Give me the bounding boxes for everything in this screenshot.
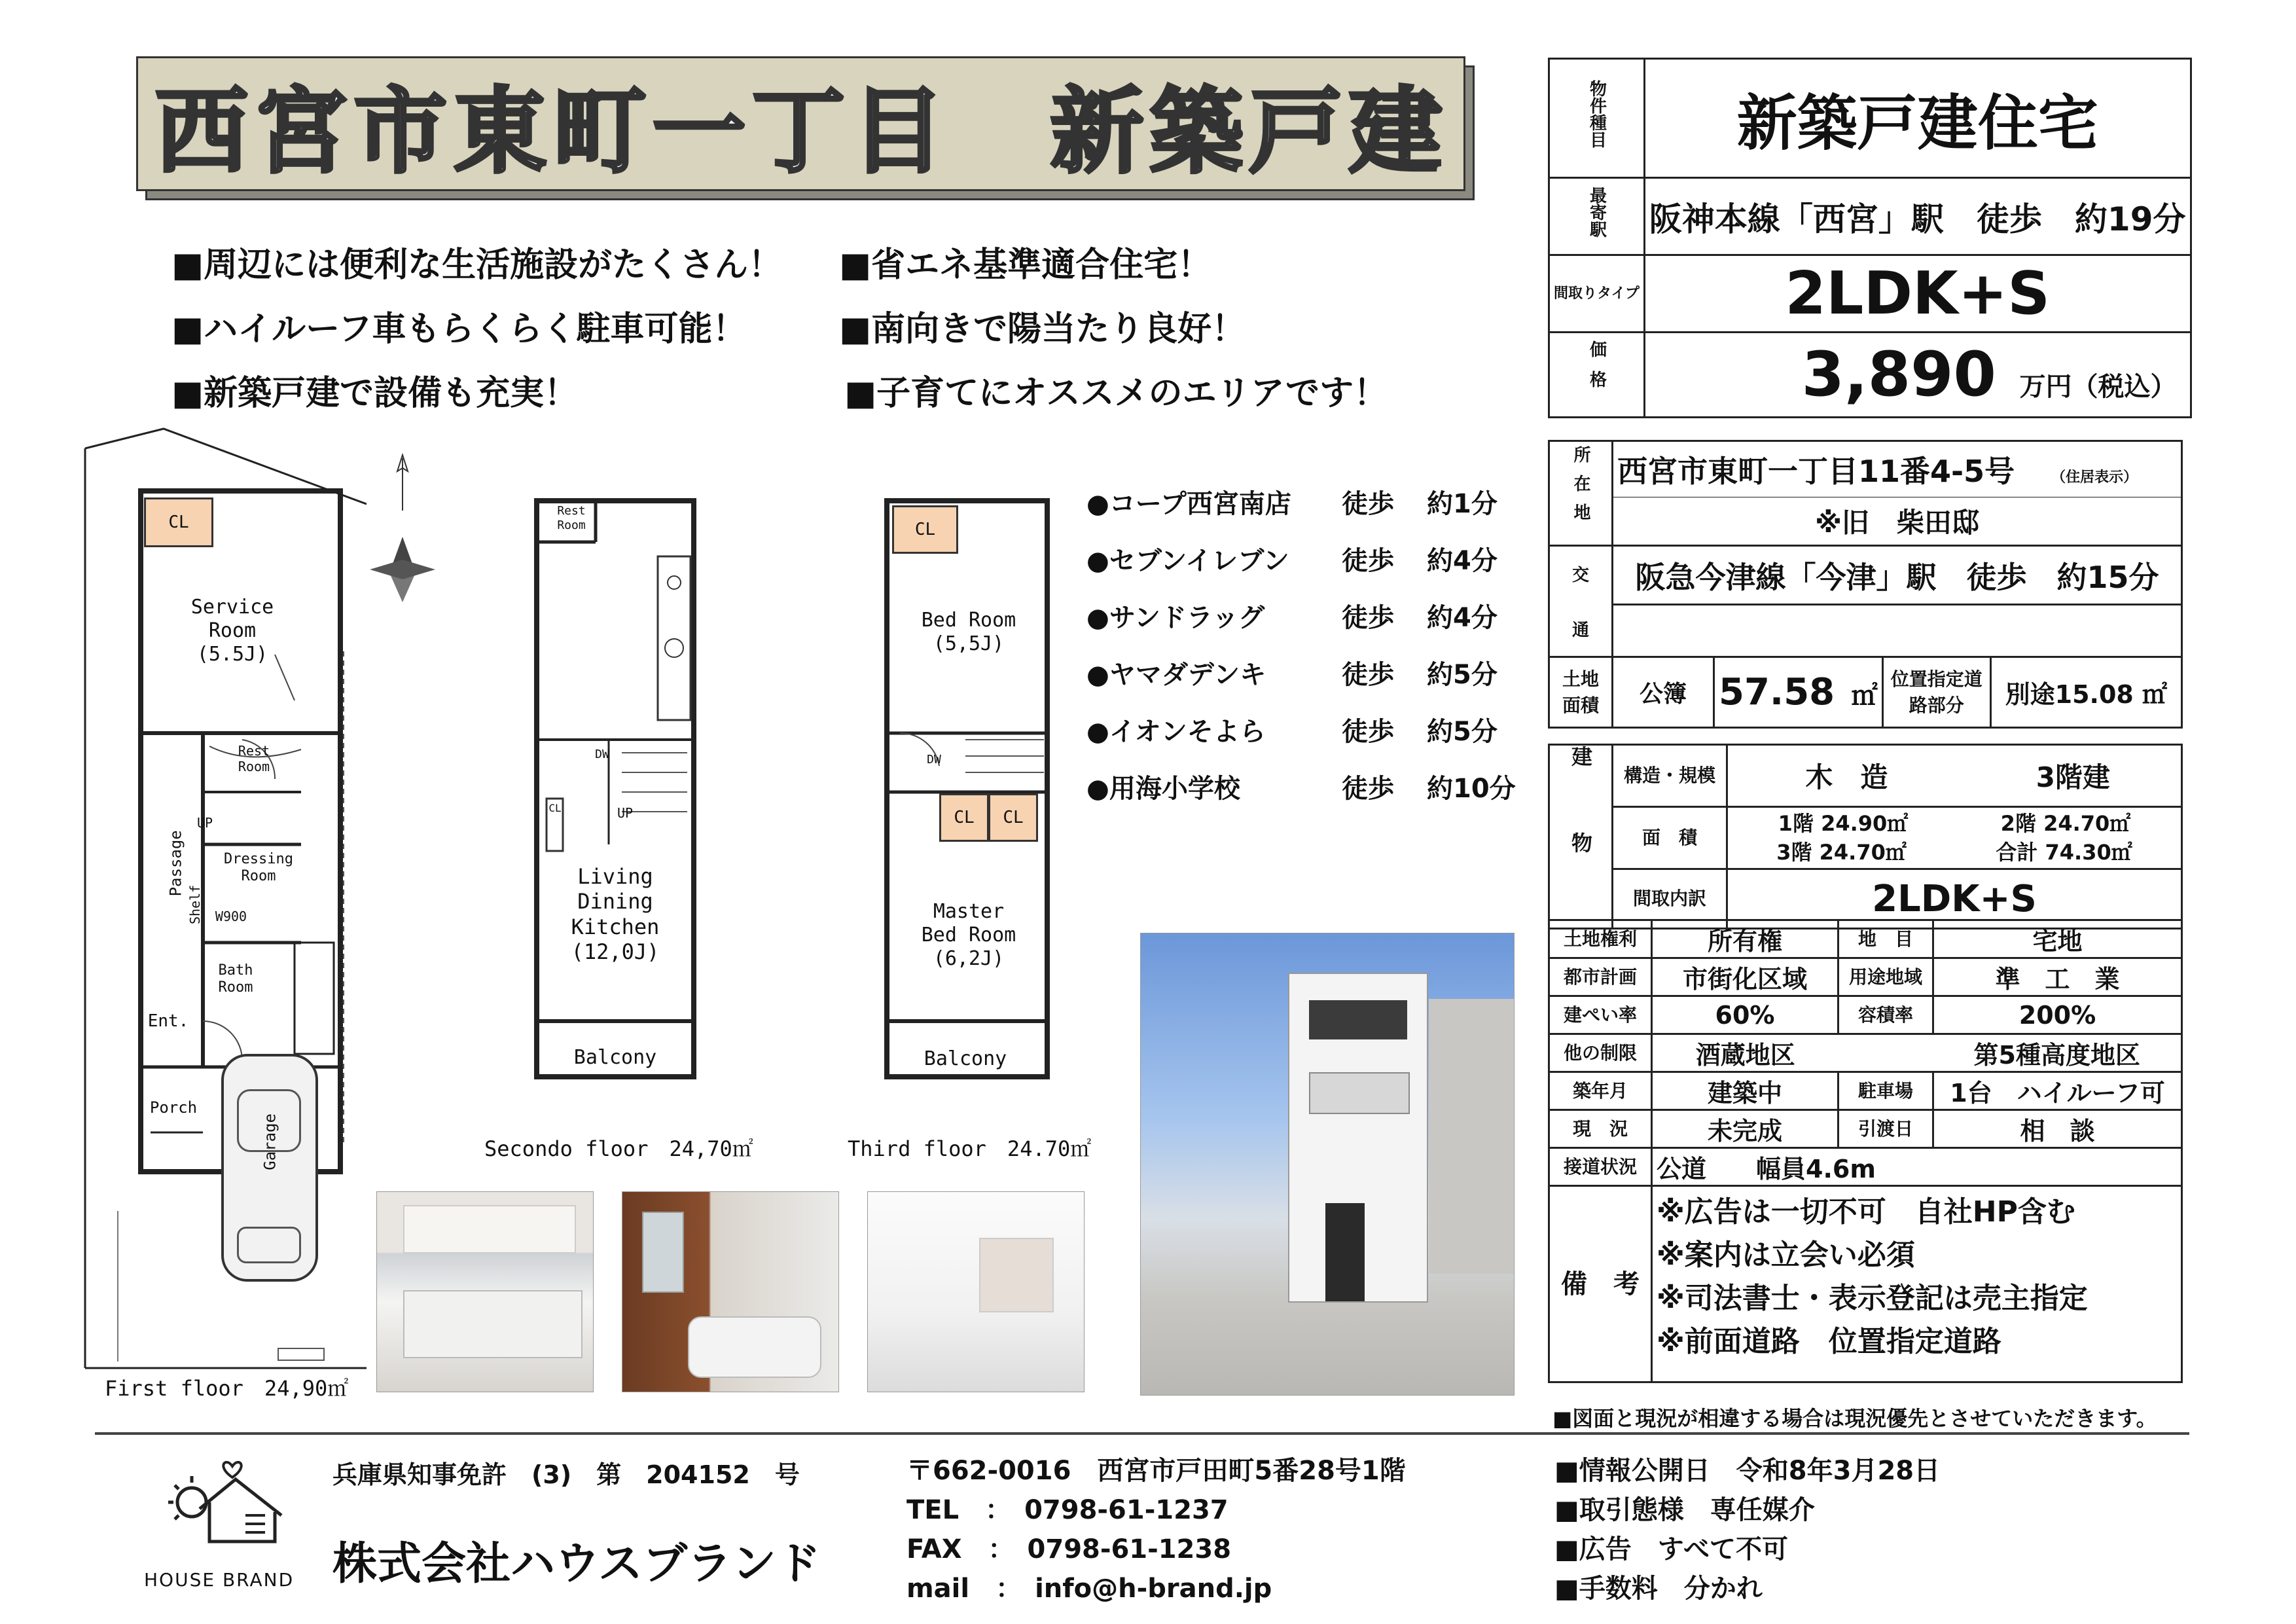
- land-kobo: 公簿: [1613, 657, 1714, 728]
- nearby-walk: 徒歩: [1342, 774, 1394, 804]
- feature-5: ■新築戸建で設備も充実！: [171, 374, 579, 413]
- row-value-a: 市街化区域: [1652, 958, 1839, 996]
- nearby-walk: 徒歩: [1342, 546, 1394, 576]
- feature-1: ■周辺には便利な生活施設がたくさん！: [171, 245, 783, 285]
- kitchen-cabinet: [403, 1205, 576, 1254]
- nearby-name: ●コープ西宮南店: [1086, 489, 1291, 519]
- layout-label: 間取りタイプ: [1549, 255, 1645, 333]
- feature-3: ■ハイルーフ車もらくらく駐車可能！: [171, 310, 747, 349]
- third-balcony-label: Balcony: [924, 1047, 1007, 1070]
- price-unit: 万円（税込）: [2019, 372, 2177, 402]
- row-label-a: 築年月: [1549, 1072, 1652, 1110]
- nearby-time: 約5分: [1427, 660, 1498, 690]
- transport-value: 阪急今津線「今津」駅 徒歩 約15分: [1613, 546, 2182, 605]
- area-2f: 2階 24.70㎡: [2000, 811, 2131, 837]
- bath-room-label: Bath Room: [218, 962, 253, 996]
- price-cell: [1644, 333, 2191, 418]
- road-value: 公道 幅員4.6m: [1652, 1148, 2182, 1186]
- nearby-walk: 徒歩: [1342, 489, 1394, 519]
- address-old: ※旧 柴田邸: [1613, 497, 2182, 546]
- wall-panel: [979, 1238, 1054, 1312]
- row-label-b: [1839, 1034, 1933, 1072]
- first-floor-caption: First floor 24,90㎡: [105, 1376, 349, 1401]
- feature-6: ■子育てにオススメのエリアです！: [844, 374, 1388, 413]
- second-floor-outline: [471, 491, 707, 1106]
- footer-note-2: ■取引態様 専任媒介: [1554, 1495, 1815, 1525]
- transport-label-2: 通: [1549, 605, 1613, 657]
- nearby-time: 約10分: [1427, 774, 1516, 804]
- house-brand-logo-icon: [160, 1456, 291, 1548]
- nearby-name: ●イオンそよら: [1086, 717, 1266, 747]
- shelf-label: Shelf: [187, 884, 203, 924]
- remark-3: ※司法書士・表示登記は売主指定: [1657, 1282, 2088, 1315]
- third-cl-3: CL: [988, 793, 1038, 842]
- first-up-label: UP: [196, 815, 213, 831]
- ent-label: Ent.: [147, 1011, 189, 1031]
- title-banner: [136, 56, 1465, 191]
- nearby-time: 約4分: [1427, 603, 1498, 633]
- building-table: [1548, 744, 2183, 929]
- nearby-walk: 徒歩: [1342, 660, 1394, 690]
- row-value-b: 宅地: [1933, 920, 2182, 958]
- address-note: （住居表示）: [2051, 469, 2138, 486]
- floors-value: 3階建: [1965, 745, 2182, 807]
- price-value: 3,890: [1801, 339, 1996, 410]
- nearby-list: [1086, 483, 1532, 805]
- area-cell: [1727, 806, 2182, 869]
- exterior-photo: [1140, 933, 1515, 1396]
- kitchen-photo: [376, 1191, 594, 1392]
- row-label-b: 用途地域: [1839, 958, 1933, 996]
- row-label-a: 都市計画: [1549, 958, 1652, 996]
- house-facade: [1288, 973, 1428, 1303]
- land-label: 土地面積: [1549, 657, 1613, 728]
- third-cl-1: CL: [892, 505, 958, 554]
- company-tel: TEL ： 0798-61-1237: [906, 1495, 1229, 1525]
- land-value: 57.58: [1719, 671, 1835, 713]
- first-floor-plan: [79, 425, 367, 1401]
- page-title: 西宮市東町一丁目 新築戸建: [155, 78, 1448, 186]
- third-floor-caption: Third floor 24.70㎡: [848, 1136, 1092, 1161]
- land-unit: ㎡: [1851, 681, 1878, 711]
- madori-value: 2LDK+S: [1727, 869, 2182, 929]
- footer-note-4: ■手数料 分かれ: [1554, 1574, 1763, 1604]
- area-total: 合計 74.30㎡: [1996, 840, 2132, 865]
- area-3f: 3階 24.70㎡: [1776, 840, 1907, 865]
- w900-label: W900: [215, 909, 247, 924]
- license-text: 兵庫県知事免許 (3) 第 204152 号: [332, 1460, 800, 1489]
- company-name: 株式会社ハウスブランド: [332, 1538, 821, 1590]
- row-value-b: 200%: [1933, 996, 2182, 1034]
- structure-label: 構造・規模: [1613, 745, 1727, 807]
- nearby-name: ●サンドラッグ: [1086, 603, 1265, 633]
- road-part-value: 別途15.08 ㎡: [1990, 657, 2181, 728]
- remarks-label: 備 考: [1549, 1186, 1652, 1382]
- row-value-a: 未完成: [1652, 1110, 1839, 1148]
- row-value-b: 準 工 業: [1933, 958, 2182, 996]
- third-dw-label: DW: [927, 753, 941, 767]
- remarks-cell: [1652, 1186, 2182, 1382]
- remark-4: ※前面道路 位置指定道路: [1657, 1325, 2001, 1358]
- nearby-walk: 徒歩: [1342, 603, 1394, 633]
- transport-label-1: 交: [1549, 546, 1613, 605]
- address-cell: [1613, 441, 2182, 497]
- garage-label: Garage: [260, 1113, 279, 1170]
- madori-label: 間取内訳: [1613, 869, 1727, 929]
- first-rest-room-label: Rest Room: [238, 743, 270, 774]
- first-cl: CL: [144, 497, 213, 547]
- area-1f: 1階 24.90㎡: [1778, 811, 1909, 837]
- logo-text: HOUSE BRAND: [144, 1569, 295, 1591]
- feature-4: ■南向きで陽当たり良好！: [839, 310, 1246, 349]
- address-value: 西宮市東町一丁目11番4-5号: [1617, 454, 2015, 489]
- second-cl-label: CL: [548, 802, 562, 814]
- row-value-b: 第5種高度地区: [1933, 1034, 2182, 1072]
- land-area-cell: [1714, 657, 1883, 728]
- nearby-name: ●ヤマダデンキ: [1086, 660, 1266, 690]
- nearby-name: ●セブンイレブン: [1086, 546, 1289, 576]
- company-fax: FAX ： 0798-61-1238: [906, 1534, 1232, 1564]
- bed-room-label: Bed Room (5,5J): [921, 609, 1016, 655]
- nearby-time: 約5分: [1427, 717, 1498, 747]
- house-balcony: [1309, 1072, 1410, 1114]
- second-floor-caption: Secondo floor 24,70㎡: [484, 1136, 753, 1161]
- row-label-a: 現 況: [1549, 1110, 1652, 1148]
- bathtub: [688, 1316, 821, 1378]
- row-label-b: 容積率: [1839, 996, 1933, 1034]
- row-value-a: 建築中: [1652, 1072, 1839, 1110]
- row-label-b: 駐車場: [1839, 1072, 1933, 1110]
- row-label-a: 土地権利: [1549, 920, 1652, 958]
- row-value-a: 所有権: [1652, 920, 1839, 958]
- transport-empty: [1613, 605, 2182, 657]
- disclaimer: ■図面と現況が相違する場合は現況優先とさせていただきます。: [1552, 1406, 2157, 1431]
- service-room-label: Service Room (5.5J): [190, 596, 274, 666]
- row-value-b: 相 談: [1933, 1110, 2182, 1148]
- kitchen-counter: [403, 1290, 583, 1358]
- type-value: 新築戸建住宅: [1644, 59, 2191, 178]
- company-address: 〒662-0016 西宮市戸田町5番28号1階: [906, 1456, 1406, 1486]
- bathroom-photo: [622, 1191, 839, 1392]
- passage-label: Passage: [166, 830, 185, 897]
- structure-value: 木 造: [1727, 745, 1965, 807]
- layout-value: 2LDK+S: [1644, 255, 2191, 333]
- remark-1: ※広告は一切不可 自社HP含む: [1657, 1195, 2075, 1229]
- footer-note-3: ■広告 すべて不可: [1554, 1534, 1788, 1564]
- second-dw-label: DW: [595, 748, 609, 761]
- land-detail-table: [1548, 919, 2183, 1383]
- address-label: 所在地: [1549, 441, 1613, 546]
- row-value-b: 1台 ハイルーフ可: [1933, 1072, 2182, 1110]
- row-label-b: 引渡日: [1839, 1110, 1933, 1148]
- third-cl-2: CL: [939, 793, 989, 842]
- building-label: 建物: [1549, 745, 1613, 929]
- price-label: 価格: [1549, 333, 1645, 418]
- nearby-walk: 徒歩: [1342, 717, 1394, 747]
- footer-divider: [95, 1432, 2189, 1435]
- row-label-a: 他の制限: [1549, 1034, 1652, 1072]
- compass-icon: [363, 452, 448, 615]
- second-floor-plan: [471, 491, 753, 1161]
- footer-note-1: ■情報公開日 令和8年3月28日: [1554, 1456, 1941, 1486]
- bath-mirror: [642, 1212, 684, 1293]
- nearby-time: 約4分: [1427, 546, 1498, 576]
- road-part-label: 位置指定道路部分: [1882, 657, 1990, 728]
- property-detail-table: [1548, 440, 2183, 729]
- row-value-a: 酒蔵地区: [1652, 1034, 1839, 1072]
- second-balcony-label: Balcony: [573, 1046, 657, 1069]
- house-door: [1325, 1203, 1365, 1301]
- porch-label: Porch: [149, 1098, 198, 1117]
- station-label: 最寄駅: [1549, 178, 1645, 255]
- property-summary-table: [1548, 58, 2192, 418]
- ldk-label: Living Dining Kitchen (12,0J): [571, 864, 660, 965]
- row-label-b: 地 目: [1839, 920, 1933, 958]
- dressing-room-label: Dressing Room: [224, 851, 293, 885]
- second-up-label: UP: [617, 805, 634, 821]
- road-label: 接道状況: [1549, 1148, 1652, 1186]
- third-floor-plan: [848, 491, 1122, 1159]
- house-window-top: [1309, 1000, 1407, 1039]
- car-rear-window: [237, 1227, 301, 1263]
- nearby-time: 約1分: [1427, 489, 1498, 519]
- bedroom-photo: [867, 1191, 1085, 1392]
- area-label: 面 積: [1613, 806, 1727, 869]
- neighbor-building: [1429, 999, 1514, 1274]
- remark-2: ※案内は立会い必須: [1657, 1238, 1915, 1272]
- station-value: 阪神本線「西宮」駅 徒歩 約19分: [1644, 178, 2191, 255]
- row-label-a: 建ぺい率: [1549, 996, 1652, 1034]
- feature-2: ■省エネ基準適合住宅！: [839, 245, 1212, 285]
- type-label: 物件種目: [1549, 59, 1645, 178]
- master-bed-room-label: Master Bed Room (6,2J): [921, 900, 1016, 970]
- company-mail[interactable]: mail ： info@h-brand.jp: [906, 1574, 1272, 1604]
- nearby-name: ●用海小学校: [1086, 774, 1240, 804]
- row-value-a: 60%: [1652, 996, 1839, 1034]
- second-rest-room-label: Rest Room: [557, 504, 586, 532]
